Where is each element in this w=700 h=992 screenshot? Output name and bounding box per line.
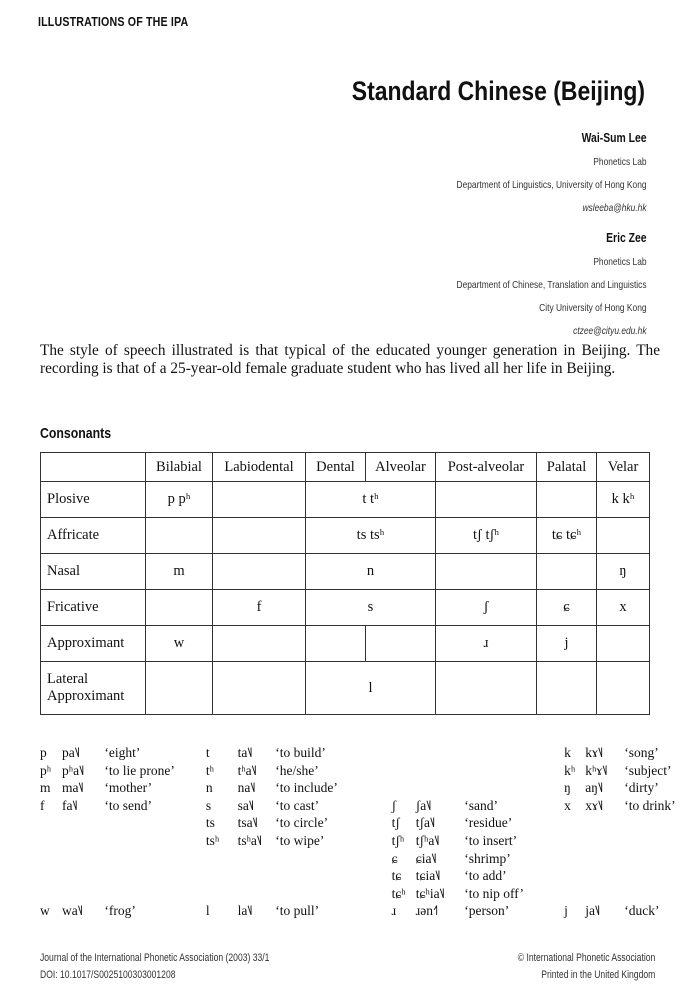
example-transcription: ta˥˩ [237, 745, 253, 760]
table-cell: s [306, 590, 436, 626]
example-transcription [585, 815, 624, 833]
doi: DOI: 10.1017/S0025100303001208 [40, 969, 176, 981]
example-gloss: ‘sand’ [464, 797, 499, 813]
example-gloss: ‘to include’ [275, 780, 338, 796]
row-header: Fricative [41, 590, 146, 626]
table-cell: tʃ tʃʰ [436, 518, 537, 554]
example-transcription [62, 851, 104, 869]
example-phoneme: ts [205, 815, 215, 831]
author-block-1 [457, 130, 647, 220]
row-header: Affricate [41, 518, 146, 554]
example-gloss [104, 833, 205, 851]
row-header: Lateral Approximant [41, 662, 146, 715]
example-transcription: tɕʰia˥˩ [415, 885, 445, 901]
example-gloss: ‘subject’ [624, 762, 672, 778]
example-gloss: ‘eight’ [104, 745, 141, 760]
example-phoneme [564, 815, 585, 833]
table-row [41, 626, 650, 662]
example-row [40, 780, 700, 798]
example-phoneme: tʃʰ [391, 832, 405, 848]
example-transcription [585, 851, 624, 869]
example-gloss: ‘to cast’ [275, 797, 320, 813]
table-cell: t tʰ [306, 482, 436, 518]
example-transcription: ɹən˧˥ [415, 903, 439, 919]
column-header: Post-alveolar [436, 453, 537, 482]
example-transcription: tʃʰa˥˩ [415, 832, 440, 848]
table-cell: ŋ [597, 554, 650, 590]
example-transcription: kɤ˥˩ [585, 745, 604, 760]
table-cell [146, 518, 213, 554]
example-gloss: ‘to drink’ [624, 797, 676, 813]
row-header: Plosive [41, 482, 146, 518]
table-cell: f [213, 590, 306, 626]
example-transcription: kʰɤ˥˩ [585, 762, 608, 778]
table-cell [213, 554, 306, 590]
example-gloss [104, 815, 205, 833]
example-phoneme: tɕʰ [391, 885, 406, 901]
example-gloss: ‘to insert’ [464, 832, 518, 848]
example-phoneme: s [205, 797, 212, 813]
table-cell: ɹ [436, 626, 537, 662]
intro-paragraph: The style of speech illustrated is that typical of the educated younger generation in Beijing. The recording is that of a 25-year-old female graduate student who has lived all her life in Beijing. [40, 342, 660, 377]
example-transcription [416, 763, 465, 781]
table-cell [146, 590, 213, 626]
table-cell [213, 626, 306, 662]
table-row [41, 662, 650, 715]
example-phoneme: t [205, 745, 210, 760]
table-cell [436, 554, 537, 590]
example-gloss: ‘frog’ [104, 903, 136, 919]
row-header: Nasal [41, 554, 146, 590]
column-header: Labiodental [213, 453, 306, 482]
example-transcription: tɕia˥˩ [415, 868, 441, 884]
column-header: Velar [597, 453, 650, 482]
example-row [40, 815, 700, 833]
table-cell: ts tsʰ [306, 518, 436, 554]
example-phoneme: l [205, 903, 210, 919]
example-row [40, 886, 700, 904]
example-phoneme: kʰ [564, 762, 576, 778]
author-email: wsleeba@hku.hk [582, 202, 647, 214]
example-gloss: ‘mother’ [104, 780, 153, 796]
example-transcription: tsa˥˩ [237, 815, 258, 831]
example-phoneme: ɹ [391, 903, 397, 919]
paper-title: Standard Chinese (Beijing) [351, 76, 645, 106]
table-row [41, 590, 650, 626]
table-cell: j [537, 626, 597, 662]
example-transcription: pʰa˥˩ [62, 762, 85, 778]
example-gloss: ‘to build’ [275, 745, 326, 760]
example-gloss [624, 833, 700, 851]
example-phoneme [564, 851, 585, 869]
column-header: Bilabial [146, 453, 213, 482]
example-gloss [624, 815, 700, 833]
example-transcription: ma˥˩ [62, 780, 84, 796]
table-cell: ɕ [537, 590, 597, 626]
example-gloss: ‘shrimp’ [464, 850, 511, 866]
example-gloss: ‘to lie prone’ [104, 762, 175, 778]
corner-cell [41, 453, 146, 482]
example-gloss [464, 780, 564, 798]
example-gloss [275, 868, 391, 886]
table-cell [213, 482, 306, 518]
table-cell [436, 662, 537, 715]
example-gloss: ‘to wipe’ [275, 832, 325, 848]
example-row [40, 798, 700, 816]
table-cell: l [306, 662, 436, 715]
author-name: Eric Zee [606, 230, 647, 245]
table-cell [537, 662, 597, 715]
table-cell [597, 626, 650, 662]
column-header: Alveolar [366, 453, 436, 482]
example-transcription: tʃa˥˩ [415, 815, 436, 831]
example-transcription [62, 886, 104, 904]
example-phoneme: tʰ [205, 762, 214, 778]
printed-line: Printed in the United Kingdom [540, 969, 655, 981]
author-affiliation: City University of Hong Kong [539, 302, 647, 314]
example-gloss [104, 886, 205, 904]
author-affiliation: Phonetics Lab [593, 256, 647, 268]
example-gloss [104, 851, 205, 869]
table-row [41, 554, 650, 590]
example-phoneme: f [40, 797, 45, 813]
example-gloss [624, 851, 700, 869]
example-transcription: na˥˩ [237, 780, 256, 796]
example-phoneme: tʃ [391, 815, 400, 831]
example-gloss [624, 886, 700, 904]
example-transcription: tʰa˥˩ [237, 762, 257, 778]
example-transcription: sa˥˩ [237, 797, 254, 813]
example-transcription: xɤ˥˩ [585, 797, 604, 813]
table-cell [306, 626, 366, 662]
example-row [40, 745, 700, 763]
table-cell [537, 482, 597, 518]
example-transcription: aŋ˥˩ [585, 780, 604, 796]
example-transcription [238, 851, 276, 869]
author-block-2 [457, 230, 647, 343]
row-header: Approximant [41, 626, 146, 662]
author-affiliation: Department of Linguistics, University of Hong Kong [456, 179, 647, 191]
example-transcription: wa˥˩ [62, 903, 83, 919]
footer-copyright [518, 950, 655, 984]
footer-journal-info [40, 950, 269, 984]
example-transcription: ja˥˩ [585, 903, 601, 919]
table-cell: x [597, 590, 650, 626]
copyright-line: © International Phonetic Association [517, 952, 655, 964]
example-phoneme: ʃ [391, 797, 397, 813]
table-cell: p pʰ [146, 482, 213, 518]
author-name: Wai-Sum Lee [582, 130, 647, 145]
example-gloss [275, 886, 391, 904]
example-transcription: ɕia˥˩ [415, 850, 437, 866]
table-cell [597, 518, 650, 554]
example-transcription [585, 833, 624, 851]
example-phoneme: w [40, 903, 50, 919]
table-cell [146, 662, 213, 715]
example-phoneme [40, 833, 62, 851]
column-header: Dental [306, 453, 366, 482]
example-gloss: ‘to nip off’ [464, 885, 525, 901]
example-phoneme: n [205, 780, 213, 796]
example-phoneme: ɕ [391, 850, 398, 866]
consonant-chart [40, 452, 650, 715]
table-cell: k kʰ [597, 482, 650, 518]
example-gloss: ‘duck’ [624, 903, 660, 919]
example-phoneme: ŋ [564, 780, 571, 796]
example-gloss: ‘to circle’ [275, 815, 329, 831]
table-cell: tɕ tɕʰ [537, 518, 597, 554]
example-phoneme [564, 868, 585, 886]
example-gloss [624, 868, 700, 886]
example-transcription [62, 833, 104, 851]
example-transcription [416, 780, 465, 798]
example-gloss: ‘dirty’ [624, 780, 659, 796]
example-gloss: ‘person’ [464, 903, 510, 919]
example-row [40, 763, 700, 781]
example-phoneme [392, 780, 416, 798]
example-phoneme [206, 886, 238, 904]
author-affiliation: Department of Chinese, Translation and Linguistics [456, 279, 647, 291]
table-row [41, 482, 650, 518]
example-phoneme [40, 851, 62, 869]
example-row [40, 833, 700, 851]
example-phoneme: m [40, 780, 51, 796]
example-gloss: ‘to send’ [104, 797, 153, 813]
example-phoneme [564, 833, 585, 851]
table-cell [366, 626, 436, 662]
table-cell: n [306, 554, 436, 590]
table-cell [213, 662, 306, 715]
table-cell: ʃ [436, 590, 537, 626]
example-gloss [464, 763, 564, 781]
example-phoneme [206, 868, 238, 886]
example-phoneme: k [564, 745, 571, 760]
author-affiliation: Phonetics Lab [593, 156, 647, 168]
example-transcription: la˥˩ [237, 903, 253, 919]
example-gloss: ‘song’ [624, 745, 659, 760]
example-gloss: ‘to pull’ [275, 903, 320, 919]
example-transcription [416, 745, 465, 763]
example-phoneme: pʰ [40, 762, 52, 778]
section-heading: Consonants [40, 425, 112, 442]
example-gloss [104, 868, 205, 886]
example-phoneme: tɕ [391, 868, 402, 884]
journal-citation: Journal of the International Phonetic Association (2003) 33/1 [40, 952, 270, 964]
example-row [40, 903, 700, 921]
example-gloss: ‘he/she’ [275, 762, 319, 778]
example-transcription [585, 868, 624, 886]
example-row [40, 851, 700, 869]
example-phoneme: tsʰ [205, 832, 220, 848]
table-cell: m [146, 554, 213, 590]
example-phoneme [564, 886, 585, 904]
example-phoneme: x [564, 797, 571, 813]
example-transcription [585, 886, 624, 904]
example-transcription [62, 868, 104, 886]
example-transcription: tsʰa˥˩ [237, 832, 263, 848]
table-cell [597, 662, 650, 715]
table-cell: w [146, 626, 213, 662]
example-phoneme [392, 745, 416, 763]
table-cell [537, 554, 597, 590]
table-row [41, 518, 650, 554]
example-row [40, 868, 700, 886]
example-phoneme [206, 851, 238, 869]
table-cell [213, 518, 306, 554]
example-gloss: ‘to add’ [464, 868, 507, 884]
table-header-row [41, 453, 650, 482]
example-transcription: fa˥˩ [62, 797, 78, 813]
example-phoneme [40, 815, 62, 833]
example-transcription [238, 886, 276, 904]
example-phoneme [392, 763, 416, 781]
column-header: Palatal [537, 453, 597, 482]
example-transcription [238, 868, 276, 886]
example-gloss: ‘residue’ [464, 815, 513, 831]
example-phoneme [40, 886, 62, 904]
example-transcription: pa˥˩ [62, 745, 80, 760]
example-phoneme [40, 868, 62, 886]
example-phoneme: p [40, 745, 47, 760]
example-transcription: ʃa˥˩ [415, 797, 432, 813]
series-title: ILLUSTRATIONS OF THE IPA [38, 14, 189, 29]
example-gloss [464, 745, 564, 763]
example-gloss [275, 851, 391, 869]
example-phoneme: j [564, 903, 568, 919]
example-words-table [40, 745, 700, 921]
example-transcription [62, 815, 104, 833]
author-email: ctzee@cityu.edu.hk [573, 325, 647, 337]
table-cell [436, 482, 537, 518]
